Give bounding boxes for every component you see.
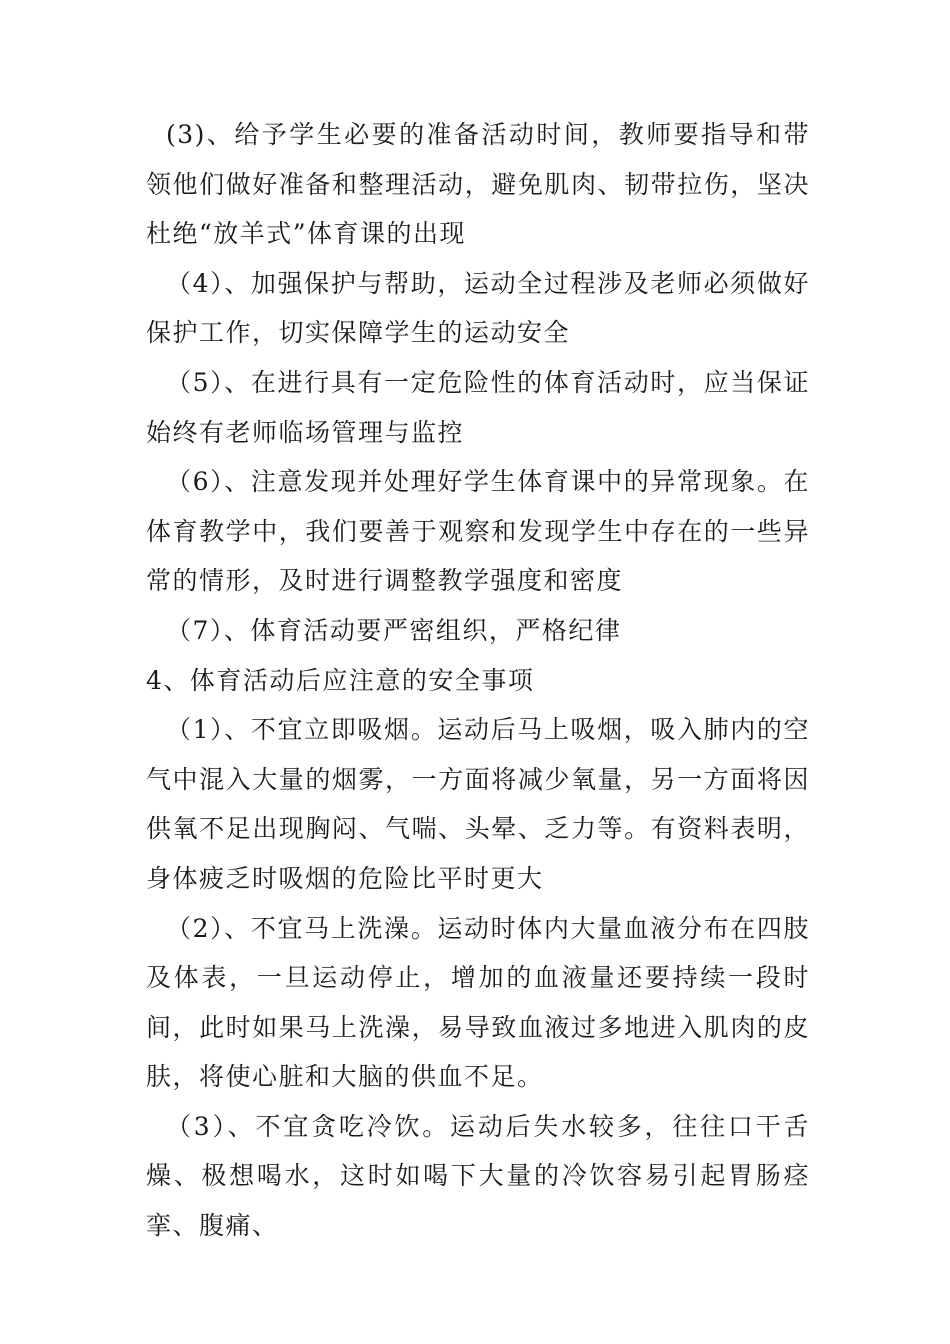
- document-body: [146, 110, 810, 1251]
- section-heading-4: 4、体育活动后应注意的安全事项: [146, 665, 535, 695]
- paragraph-item-5-supervision: （5）、在进行具有一定危险性的体育活动时，应当保证始终有老师临场管理与监控: [146, 367, 810, 447]
- paragraph-item-3-cold-drinks: （3）、不宜贪吃冷饮。运动后失水较多，往往口干舌燥、极想喝水，这时如喝下大量的冷饮容易引起胃肠痉挛、腹痛、: [146, 1111, 810, 1241]
- paragraph-item-1-smoking: （1）、不宜立即吸烟。运动后马上吸烟，吸入肺内的空气中混入大量的烟雾，一方面将减少氧量，另一方面将因供氧不足出现胸闷、气喘、头晕、乏力等。有资料表明，身体疲乏时吸烟的危险比平时更大: [146, 715, 810, 893]
- paragraph-item-3-warmup: (3)、给予学生必要的准备活动时间，教师要指导和带领他们做好准备和整理活动，避免肌肉、韧带拉伤，坚决杜绝“放羊式”体育课的出现: [146, 120, 810, 249]
- paragraph-item-6-anomalies: （6）、注意发现并处理好学生体育课中的异常现象。在体育教学中，我们要善于观察和发现学生中存在的一些异常的情形，及时进行调整教学强度和密度: [146, 467, 810, 596]
- paragraph-item-7-discipline: （7）、体育活动要严密组织，严格纪律: [166, 615, 622, 645]
- paragraph-item-4-protection: （4）、加强保护与帮助，运动全过程涉及老师必须做好保护工作，切实保障学生的运动安全: [146, 268, 810, 348]
- paragraph-item-2-bathing: （2）、不宜马上洗澡。运动时体内大量血液分布在四肢及体表，一旦运动停止，增加的血液量还要持续一段时间，此时如果马上洗澡，易导致血液过多地进入肌肉的皮肤，将使心脏和大脑的供血不足。: [146, 913, 810, 1092]
